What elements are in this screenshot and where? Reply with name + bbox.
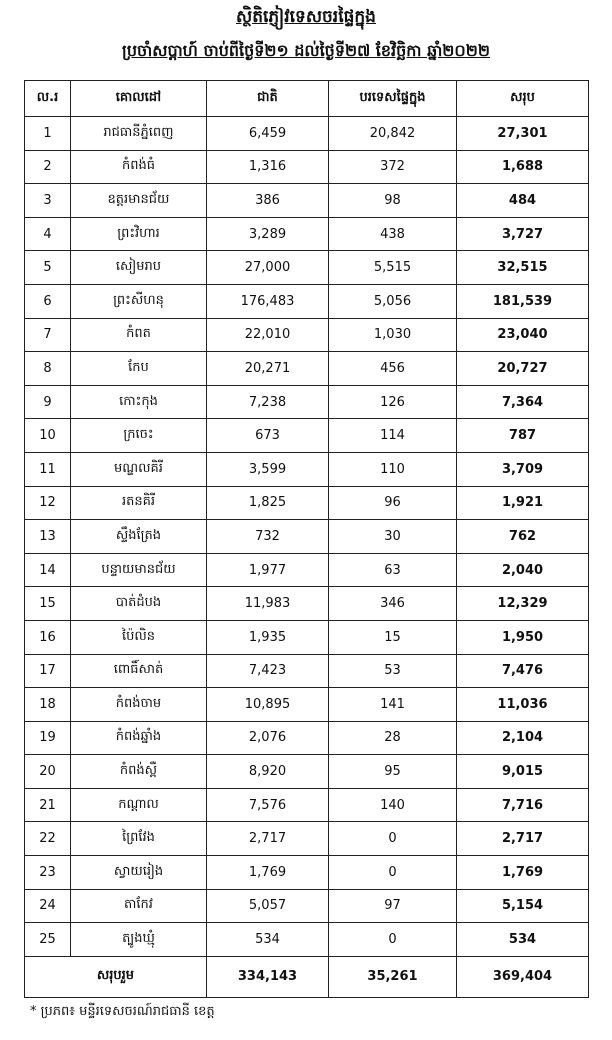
total-cell: 2,040 [457,553,589,587]
foreign-cell: 140 [329,788,457,822]
domestic-cell: 20,271 [207,352,329,386]
table-row [25,385,589,419]
domestic-cell: 22,010 [207,318,329,352]
total-cell: 32,515 [457,251,589,285]
domestic-cell: 1,825 [207,486,329,520]
row-number: 16 [25,620,71,654]
foreign-cell: 0 [329,923,457,957]
row-number: 2 [25,150,71,184]
tourist-stats-table [24,80,589,998]
foreign-cell: 5,515 [329,251,457,285]
total-cell: 7,716 [457,788,589,822]
source-footnote: * ប្រភព៖ មន្ទីរទេសចរណ៍រាជធានី ខេត្ត [30,1004,215,1019]
row-number: 24 [25,889,71,923]
row-number: 3 [25,184,71,218]
total-cell: 2,717 [457,822,589,856]
foreign-cell: 98 [329,184,457,218]
row-number: 7 [25,318,71,352]
table-row [25,117,589,151]
destination-cell: ពោធិ៍សាត់ [71,654,207,688]
row-number: 18 [25,688,71,722]
total-cell: 20,727 [457,352,589,386]
row-number: 13 [25,520,71,554]
row-number: 25 [25,923,71,957]
foreign-cell: 0 [329,822,457,856]
table-row [25,184,589,218]
foreign-cell: 1,030 [329,318,457,352]
row-number: 15 [25,587,71,621]
table-row [25,486,589,520]
domestic-cell: 732 [207,520,329,554]
total-cell: 484 [457,184,589,218]
row-number: 17 [25,654,71,688]
domestic-cell: 7,423 [207,654,329,688]
domestic-cell: 2,076 [207,721,329,755]
table-row [25,587,589,621]
row-number: 23 [25,856,71,890]
row-number: 14 [25,553,71,587]
destination-cell: កំពង់ស្ពឺ [71,755,207,789]
domestic-cell: 673 [207,419,329,453]
domestic-cell: 1,977 [207,553,329,587]
domestic-cell: 10,895 [207,688,329,722]
header-total: សរុប [457,81,589,117]
destination-cell: ប៉ៃលិន [71,620,207,654]
foreign-cell: 0 [329,856,457,890]
domestic-cell: 1,935 [207,620,329,654]
row-number: 21 [25,788,71,822]
row-number: 5 [25,251,71,285]
foreign-cell: 456 [329,352,457,386]
destination-cell: កំពង់ឆ្នាំង [71,721,207,755]
destination-cell: ស្ទឹងត្រែង [71,520,207,554]
total-cell: 7,364 [457,385,589,419]
destination-cell: ឧត្តរមានជ័យ [71,184,207,218]
row-number: 11 [25,452,71,486]
total-cell: 7,476 [457,654,589,688]
destination-cell: កោះកុង [71,385,207,419]
table-row [25,217,589,251]
sum-domestic: 334,143 [207,956,329,997]
total-cell: 23,040 [457,318,589,352]
total-cell: 11,036 [457,688,589,722]
destination-cell: ព្រះវិហារ [71,217,207,251]
destination-cell: បន្ទាយមានជ័យ [71,553,207,587]
foreign-cell: 372 [329,150,457,184]
total-cell: 1,921 [457,486,589,520]
total-cell: 534 [457,923,589,957]
domestic-cell: 1,769 [207,856,329,890]
foreign-cell: 141 [329,688,457,722]
destination-cell: ត្បូងឃ្មុំ [71,923,207,957]
domestic-cell: 8,920 [207,755,329,789]
foreign-cell: 30 [329,520,457,554]
header-no: ល.រ [25,81,71,117]
total-cell: 3,727 [457,217,589,251]
row-number: 10 [25,419,71,453]
row-number: 1 [25,117,71,151]
table-row [25,856,589,890]
destination-cell: កំពង់ធំ [71,150,207,184]
total-cell: 9,015 [457,755,589,789]
destination-cell: កែប [71,352,207,386]
table-row [25,452,589,486]
row-number: 8 [25,352,71,386]
foreign-cell: 110 [329,452,457,486]
table-row [25,822,589,856]
destination-cell: បាត់ដំបង [71,587,207,621]
foreign-cell: 28 [329,721,457,755]
domestic-cell: 6,459 [207,117,329,151]
sum-label: សរុបរួម [25,956,207,997]
table-body [25,117,589,957]
table-row [25,352,589,386]
table-row [25,620,589,654]
domestic-cell: 11,983 [207,587,329,621]
table-row [25,419,589,453]
total-cell: 27,301 [457,117,589,151]
row-number: 12 [25,486,71,520]
foreign-cell: 96 [329,486,457,520]
destination-cell: មណ្ឌលគិរី [71,452,207,486]
foreign-cell: 63 [329,553,457,587]
sum-row [25,956,589,997]
destination-cell: កំពត [71,318,207,352]
foreign-cell: 438 [329,217,457,251]
header-domestic: ជាតិ [207,81,329,117]
foreign-cell: 20,842 [329,117,457,151]
total-cell: 5,154 [457,889,589,923]
table-row [25,923,589,957]
total-cell: 181,539 [457,284,589,318]
destination-cell: ស្វាយរៀង [71,856,207,890]
total-cell: 1,769 [457,856,589,890]
sum-foreign: 35,261 [329,956,457,997]
destination-cell: តាកែវ [71,889,207,923]
foreign-cell: 126 [329,385,457,419]
table-row [25,284,589,318]
table-row [25,553,589,587]
total-cell: 787 [457,419,589,453]
foreign-cell: 95 [329,755,457,789]
table-row [25,251,589,285]
foreign-cell: 5,056 [329,284,457,318]
domestic-cell: 7,576 [207,788,329,822]
header-destination: គោលដៅ [71,81,207,117]
table-row [25,788,589,822]
destination-cell: សៀមរាប [71,251,207,285]
row-number: 6 [25,284,71,318]
destination-cell: កំពង់ចាម [71,688,207,722]
domestic-cell: 7,238 [207,385,329,419]
table-header-row [25,81,589,117]
destination-cell: រាជធានីភ្នំពេញ [71,117,207,151]
table-row [25,520,589,554]
row-number: 4 [25,217,71,251]
total-cell: 2,104 [457,721,589,755]
domestic-cell: 1,316 [207,150,329,184]
table-row [25,150,589,184]
domestic-cell: 386 [207,184,329,218]
domestic-cell: 3,289 [207,217,329,251]
foreign-cell: 97 [329,889,457,923]
table-row [25,654,589,688]
total-cell: 12,329 [457,587,589,621]
destination-cell: រតនគិរី [71,486,207,520]
destination-cell: កណ្តាល [71,788,207,822]
table-row [25,889,589,923]
total-cell: 1,688 [457,150,589,184]
domestic-cell: 5,057 [207,889,329,923]
table-row [25,755,589,789]
sum-total: 369,404 [457,956,589,997]
page-title: ស្ថិតិភ្ញៀវទេសចរផ្ទៃក្នុង [236,7,376,27]
domestic-cell: 2,717 [207,822,329,856]
row-number: 19 [25,721,71,755]
domestic-cell: 534 [207,923,329,957]
table-row [25,721,589,755]
foreign-cell: 114 [329,419,457,453]
domestic-cell: 27,000 [207,251,329,285]
total-cell: 762 [457,520,589,554]
destination-cell: ក្រចេះ [71,419,207,453]
domestic-cell: 3,599 [207,452,329,486]
table-row [25,318,589,352]
total-cell: 3,709 [457,452,589,486]
foreign-cell: 346 [329,587,457,621]
total-cell: 1,950 [457,620,589,654]
row-number: 20 [25,755,71,789]
destination-cell: ព្រៃវែង [71,822,207,856]
table-row [25,688,589,722]
page-subtitle: ប្រចាំសប្តាហ៍ ចាប់ពីថ្ងៃទី២១ ដល់ថ្ងៃទី២៧ ខែវិច្ឆិកា ឆ្នាំ២០២២ [122,41,490,60]
foreign-cell: 53 [329,654,457,688]
foreign-cell: 15 [329,620,457,654]
row-number: 9 [25,385,71,419]
destination-cell: ព្រះសីហនុ [71,284,207,318]
header-foreign-resident: បរទេសផ្ទៃក្នុង [329,81,457,117]
domestic-cell: 176,483 [207,284,329,318]
row-number: 22 [25,822,71,856]
